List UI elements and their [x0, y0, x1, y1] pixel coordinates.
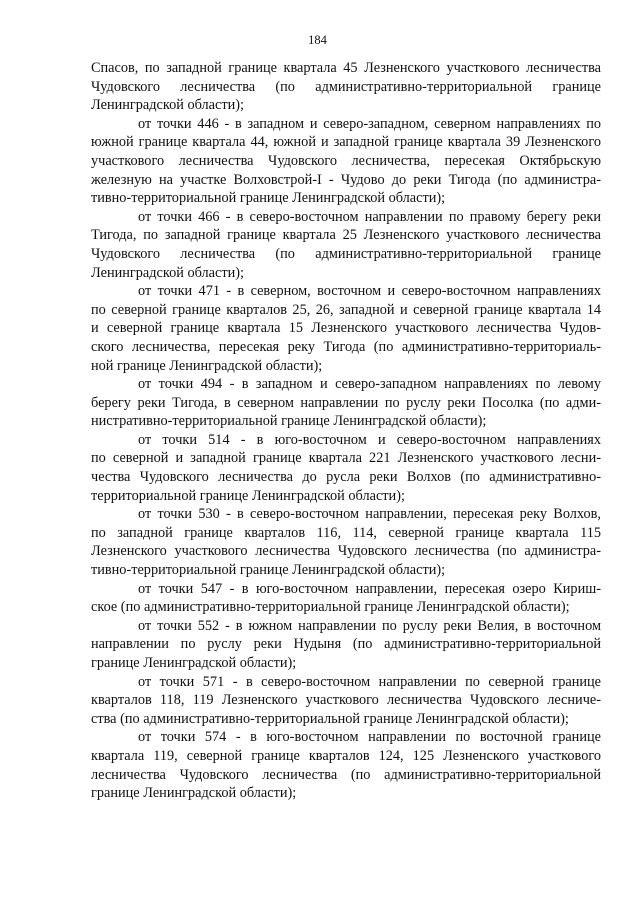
- text-line: чества Чудовского лесничества до русла реки Волхов (по административно-: [91, 469, 601, 486]
- text-line: Чудовского лесничества (по административно-территориальной границе: [91, 245, 601, 262]
- text-line: лесничества Чудовского лесничества (по административно-территориальной: [91, 766, 601, 783]
- text-line: по западной границе кварталов 116, 114, северной границе квартала 115: [91, 524, 601, 541]
- text-line: Лезненского участкового лесничества Чудовского лесничества (по администра-: [91, 543, 601, 560]
- text-line: по северной и западной границе квартала 221 Лезненского участкового лесни-: [91, 450, 601, 467]
- text-line: Чудовского лесничества (по административно-территориальной границе: [91, 78, 601, 95]
- text-line: границе Ленинградской области);: [91, 785, 297, 802]
- text-line: квартала 119, северной границе кварталов 124, 125 Лезненского участкового: [91, 747, 601, 764]
- text-line: Спасов, по западной границе квартала 45 Лезненского участкового лесничества: [91, 60, 601, 76]
- text-line: по северной границе кварталов 25, 26, западной и северной границе квартала 14: [91, 301, 601, 318]
- text-line: Тигода, по западной границе квартала 25 Лезненского участкового лесничества: [91, 227, 601, 244]
- text-line: от точки 494 - в западном и северо-западном направлениях по левому: [138, 376, 601, 393]
- document-body: [91, 59, 601, 803]
- text-line: от точки 574 - в юго-восточном направлении по восточной границе: [138, 729, 601, 746]
- text-line: тивно-территориальной границе Ленинградской области);: [91, 190, 446, 207]
- text-line: ной границе Ленинградской области);: [91, 357, 323, 374]
- text-line: нистративно-территориальной границе Ленинградской области);: [91, 413, 487, 430]
- text-line: от точки 530 - в северо-восточном направлении, пересекая реку Волхов,: [138, 506, 601, 523]
- text-line: железную на участке Волховстрой-I - Чудово до реки Тигода (по администра-: [91, 171, 601, 188]
- text-line: границе Ленинградской области);: [91, 655, 297, 671]
- text-line: и северной границе квартала 15 Лезненского участкового лесничества Чудов-: [91, 320, 601, 337]
- text-line: ства (по административно-территориальной границе Ленинградской области);: [91, 710, 569, 727]
- text-line: ское (по административно-территориальной границе Ленинградской области);: [91, 599, 570, 616]
- text-line: Ленинградской области);: [91, 264, 244, 281]
- text-line: южной границе квартала 44, южной и западной границе квартала 39 Лезненского: [91, 134, 601, 151]
- text-line: от точки 471 - в северном, восточном и северо-восточном направлениях: [138, 283, 601, 300]
- text-line: тивно-территориальной границе Ленинградской области);: [91, 562, 446, 579]
- text-line: кварталов 118, 119 Лезненского участкового лесничества Чудовского лесниче-: [91, 692, 601, 709]
- text-line: участкового лесничества Чудовского лесничества, пересекая Октябрьскую: [91, 152, 601, 169]
- text-line: от точки 547 - в юго-восточном направлении, пересекая озеро Кириш-: [138, 580, 601, 597]
- text-line: от точки 514 - в юго-восточном и северо-восточном направлениях: [138, 431, 601, 448]
- text-line: от точки 552 - в южном направлении по руслу реки Велия, в восточном: [138, 617, 601, 634]
- text-line: берегу реки Тигода, в северном направлении по руслу реки Посолка (по адми-: [91, 394, 601, 411]
- text-line: направлении по руслу реки Нудыня (по административно-территориальной: [91, 636, 601, 653]
- text-line: от точки 571 - в северо-восточном направлении по северной границе: [138, 673, 601, 690]
- text-line: от точки 466 - в северо-восточном направлении по правому берегу реки: [138, 208, 601, 225]
- page-number: 184: [308, 33, 327, 47]
- text-line: от точки 446 - в западном и северо-западном, северном направлениях по: [138, 115, 601, 132]
- text-line: Ленинградской области);: [91, 97, 244, 114]
- text-line: территориальной границе Ленинградской области);: [91, 487, 405, 504]
- text-line: ского лесничества, пересекая реку Тигода (по административно-территориаль-: [91, 338, 601, 355]
